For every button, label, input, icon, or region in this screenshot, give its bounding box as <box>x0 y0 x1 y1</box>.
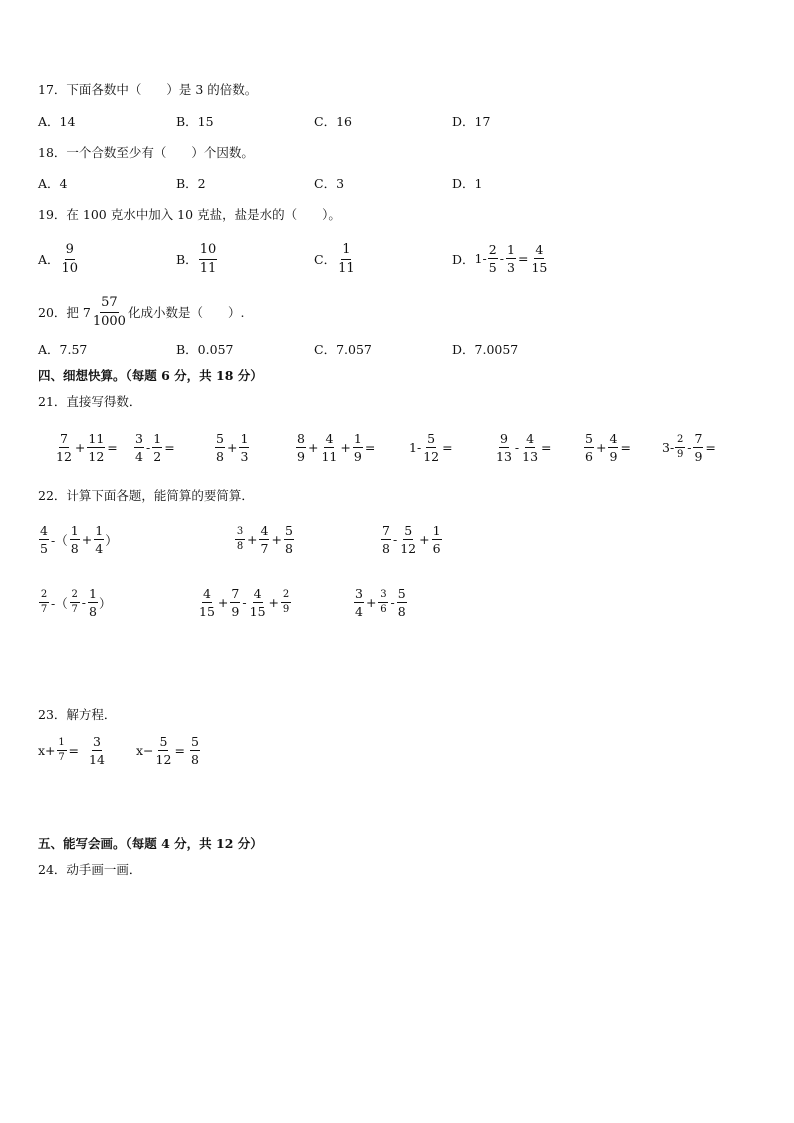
q22-expression-1: $\frac{4}{5}$ -（ $\frac{1}{8}$ + $\frac{1}{4}$ ） <box>40 523 118 557</box>
fraction: $\frac{2}{7}$ <box>40 588 48 616</box>
q22-expression-2: $\frac{3}{8}$ + $\frac{4}{7}$ + $\frac{5}{8}$ <box>236 523 293 557</box>
fraction: $\frac{7}{12}$ <box>56 431 72 465</box>
fraction: $\frac{1}{11}$ <box>338 242 355 276</box>
q17-option-a: A．14 <box>38 114 76 129</box>
q17-option-b: B．15 <box>176 114 214 129</box>
fraction: $\frac{5}{8}$ <box>397 586 406 620</box>
q18-option-d: D．1 <box>452 176 483 191</box>
fraction: $\frac{1}{8}$ <box>70 523 79 557</box>
fraction: $\frac{8}{9}$ <box>297 431 305 465</box>
fraction: $\frac{3}{14}$ <box>89 734 105 768</box>
fraction: $\frac{3}{4}$ <box>355 586 363 620</box>
q18-option-a: A．4 <box>38 176 68 191</box>
fraction: $\frac{1}{9}$ <box>353 431 362 465</box>
fraction: $\frac{3}{8}$ <box>236 525 244 553</box>
q22-expression-4: $\frac{2}{7}$ -（ $\frac{2}{7}$ - $\frac{1}{8}$ ） <box>40 586 112 620</box>
q21-expression-6: $\frac{9}{13}$ - $\frac{4}{13}$ = <box>496 431 552 465</box>
q21-expression-5: 1- $\frac{5}{12}$ = <box>409 431 453 465</box>
fraction: $\frac{2}{9}$ <box>282 588 290 616</box>
fraction: $\frac{9}{10}$ <box>61 242 79 276</box>
section-4-heading: 四、细想快算。（每题 6 分，共 18 分） <box>38 368 263 383</box>
q19-option-d: D． 1- $\frac{2}{5}$ - $\frac{1}{3}$ = $\frac{4}{15}$ <box>452 242 548 276</box>
fraction: $\frac{5}{12}$ <box>423 431 440 465</box>
q19-option-a: A． $\frac{9}{10}$ <box>38 242 79 276</box>
fraction: $\frac{7}{8}$ <box>382 523 390 557</box>
fraction: $\frac{5}{8}$ <box>190 734 199 768</box>
q21-expression-2: $\frac{3}{4}$ - $\frac{1}{2}$ = <box>135 431 175 465</box>
fraction: $\frac{1}{7}$ <box>58 736 65 764</box>
fraction: $\frac{4}{7}$ <box>260 523 269 557</box>
fraction: $\frac{1}{3}$ <box>240 431 249 465</box>
fraction: $\frac{4}{9}$ <box>609 431 618 465</box>
fraction: $\frac{1}{4}$ <box>95 523 104 557</box>
q23-equation-2: x− $\frac{5}{12}$ = $\frac{5}{8}$ <box>136 734 199 768</box>
fraction: $\frac{5}{12}$ <box>155 734 172 768</box>
fraction: $\frac{7}{9}$ <box>231 586 240 620</box>
q22-expression-3: $\frac{7}{8}$ - $\frac{5}{12}$ + $\frac{1}{6}$ <box>382 523 441 557</box>
q24-stem: 24．动手画一画． <box>38 862 142 877</box>
fraction: $\frac{1}{3}$ <box>506 242 515 276</box>
q21-expression-1: $\frac{7}{12}$ + $\frac{11}{12}$ = <box>56 431 118 465</box>
fraction: $\frac{11}{12}$ <box>88 431 105 465</box>
q18-stem: 18．一个合数至少有（ ）个因数。 <box>38 145 254 160</box>
fraction: $\frac{5}{6}$ <box>585 431 593 465</box>
q21-expression-3: $\frac{5}{8}$ + $\frac{1}{3}$ <box>216 431 249 465</box>
fraction: $\frac{9}{13}$ <box>496 431 512 465</box>
q20-option-d: D．7.0057 <box>452 342 519 357</box>
fraction: $\frac{2}{5}$ <box>488 242 497 276</box>
fraction: $\frac{5}{12}$ <box>400 523 417 557</box>
q22-expression-5: $\frac{4}{15}$ + $\frac{7}{9}$ - $\frac{4}{15}$ + $\frac{2}{9}$ <box>199 586 290 620</box>
q17-option-c: C．16 <box>314 114 352 129</box>
fraction: $\frac{2}{9}$ <box>677 433 684 461</box>
q18-option-b: B．2 <box>176 176 206 191</box>
q19-option-b: B． $\frac{10}{11}$ <box>176 242 217 276</box>
q21-stem: 21．直接写得数． <box>38 394 142 409</box>
q21-expression-8: 3- $\frac{2}{9}$ - $\frac{7}{9}$ = <box>662 431 716 465</box>
fraction: $\frac{4}{15}$ <box>249 586 266 620</box>
q19-stem: 19．在 100 克水中加入 10 克盐，盐是水的（ ）。 <box>38 207 341 222</box>
q21-expression-4: $\frac{8}{9}$ + $\frac{4}{11}$ + $\frac{1}{9}$ = <box>297 431 376 465</box>
fraction: $\frac{1}{2}$ <box>153 431 162 465</box>
q23-stem: 23．解方程． <box>38 707 117 722</box>
fraction: $\frac{4}{15}$ <box>531 242 548 276</box>
fraction: $\frac{4}{13}$ <box>522 431 539 465</box>
q20-option-c: C．7.057 <box>314 342 372 357</box>
fraction: $\frac{7}{9}$ <box>694 431 703 465</box>
q20-option-a: A．7.57 <box>38 342 88 357</box>
fraction: $\frac{1}{6}$ <box>432 523 441 557</box>
q17-stem: 17．下面各数中（ ）是 3 的倍数。 <box>38 82 258 97</box>
fraction: $\frac{10}{11}$ <box>199 242 217 276</box>
q20-option-b: B．0.057 <box>176 342 234 357</box>
fraction: $\frac{2}{7}$ <box>71 588 78 616</box>
fraction: $\frac{5}{8}$ <box>216 431 224 465</box>
fraction: $\frac{4}{5}$ <box>40 523 48 557</box>
section-5-heading: 五、能写会画。（每题 4 分，共 12 分） <box>38 836 263 851</box>
mixed-number-fraction: $\frac{57}{1000}$ <box>92 295 126 329</box>
fraction: $\frac{3}{4}$ <box>135 431 143 465</box>
q20-stem: 20．把 7 $\frac{57}{1000}$ 化成小数是（ ）. <box>38 295 245 329</box>
fraction: $\frac{4}{15}$ <box>199 586 215 620</box>
fraction: $\frac{4}{11}$ <box>321 431 338 465</box>
q21-expression-7: $\frac{5}{6}$ + $\frac{4}{9}$ = <box>585 431 631 465</box>
fraction: $\frac{1}{8}$ <box>88 586 97 620</box>
q17-option-d: D．17 <box>452 114 491 129</box>
q18-option-c: C．3 <box>314 176 345 191</box>
q19-option-c: C． $\frac{1}{11}$ <box>314 242 355 276</box>
fraction: $\frac{5}{8}$ <box>284 523 293 557</box>
q22-expression-6: $\frac{3}{4}$ + $\frac{3}{6}$ - $\frac{5}{8}$ <box>355 586 406 620</box>
q22-stem: 22．计算下面各题，能简算的要简算． <box>38 488 254 503</box>
fraction: $\frac{3}{6}$ <box>380 588 387 616</box>
q23-equation-1: x+ $\frac{1}{7}$ = $\frac{3}{14}$ <box>38 734 105 768</box>
